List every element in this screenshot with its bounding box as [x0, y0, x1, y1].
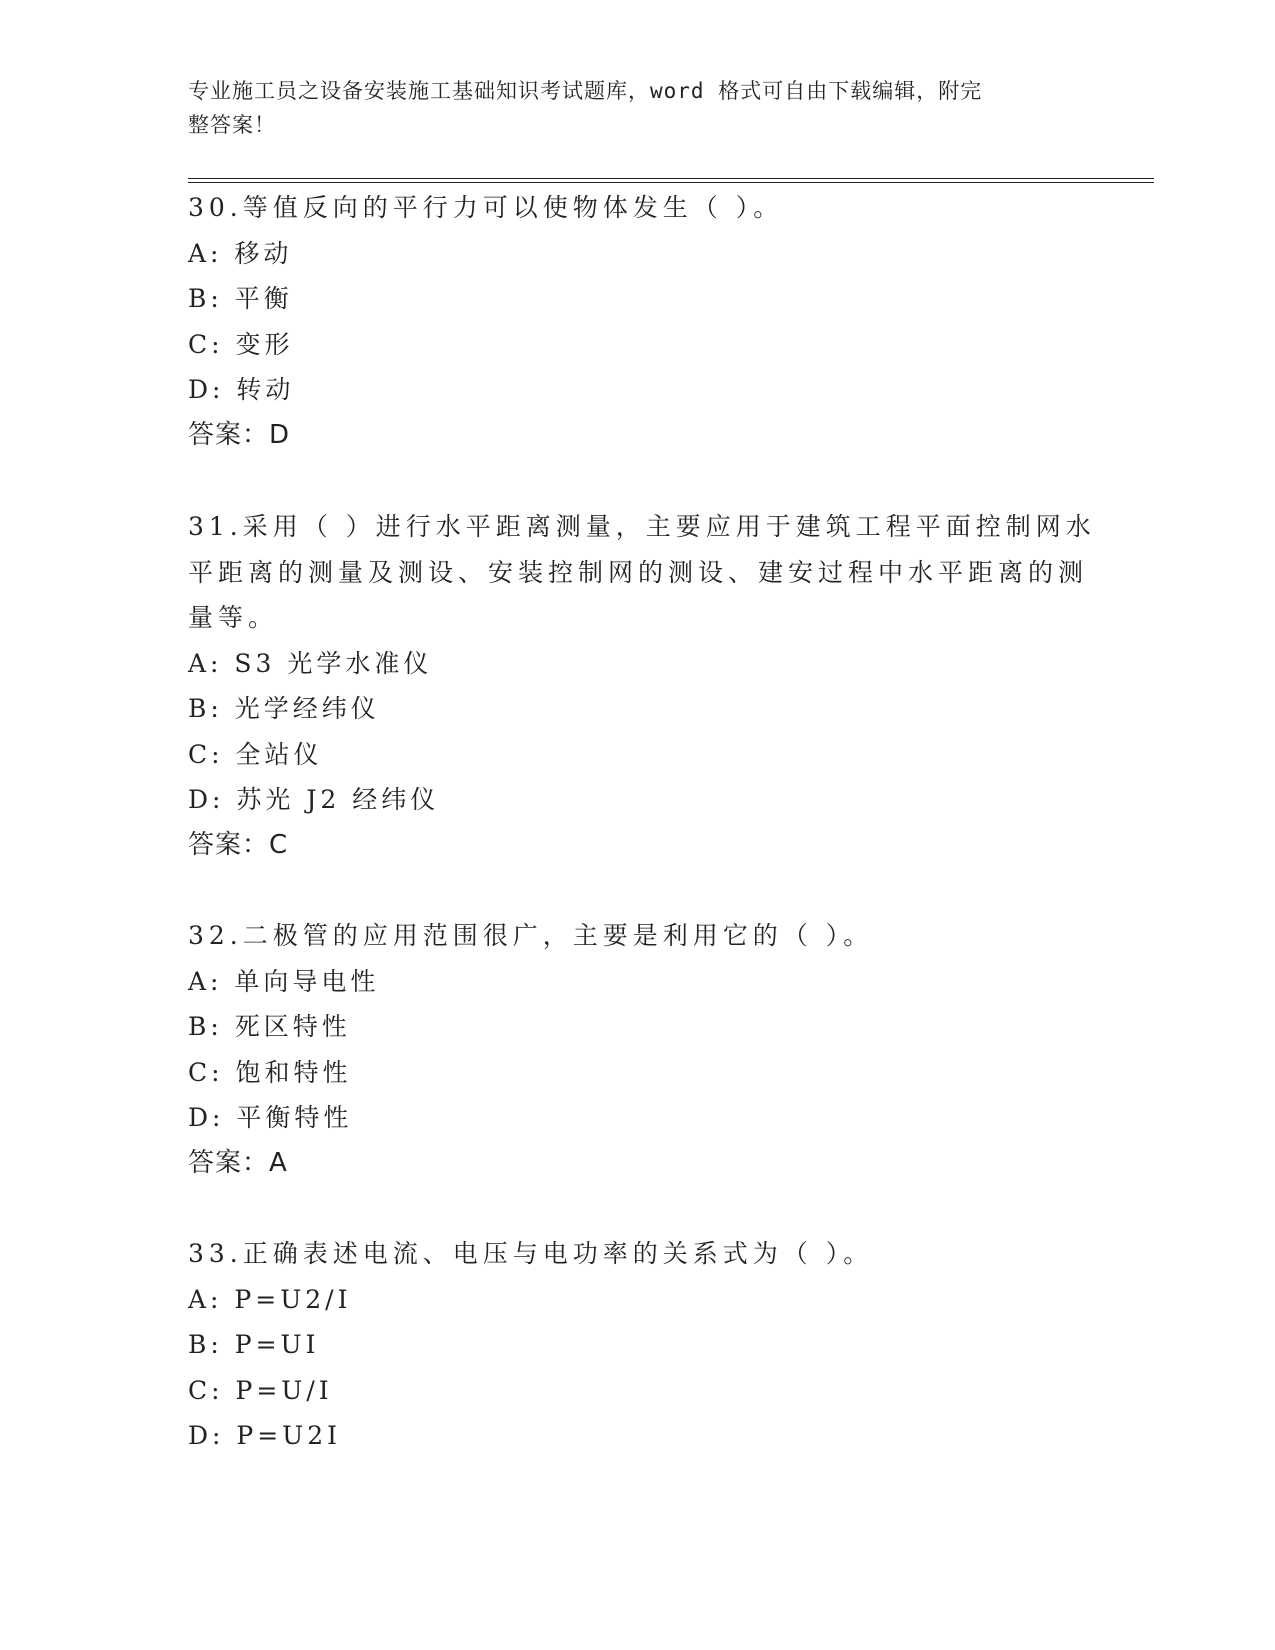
option-c: C: 饱和特性 [188, 1057, 352, 1087]
question-stem: 30.等值反向的平行力可以使物体发生（ ）。 [188, 193, 784, 222]
option-b: B: 光学经纬仪 [188, 694, 380, 723]
question-stem-line-1: 31.采用（ ）进行水平距离测量，主要应用于建筑工程平面控制网水 [188, 512, 1096, 541]
header-line-1: 专业施工员之设备安装施工基础知识考试题库，word 格式可自由下载编辑，附完 [188, 79, 983, 103]
question-30 [188, 185, 1068, 458]
option-c: C: 全站仪 [188, 739, 323, 769]
answer: 答案：A [188, 1147, 288, 1178]
answer: 答案：D [188, 419, 291, 450]
option-a: A: 移动 [188, 238, 293, 268]
option-b: B: 平衡 [188, 284, 293, 313]
option-d: D: 平衡特性 [188, 1103, 353, 1132]
option-d: D: P=U2I [188, 1421, 342, 1450]
question-31 [188, 504, 1096, 868]
answer: 答案：C [188, 829, 289, 860]
question-stem-line-2: 平距离的测量及测设、安装控制网的测设、建安过程中水平距离的测 [188, 557, 1089, 587]
question-32 [188, 913, 1068, 1186]
option-a: A: 单向导电性 [188, 966, 380, 996]
option-b: B: P=UI [188, 1330, 320, 1359]
option-b: B: 死区特性 [188, 1012, 351, 1041]
question-stem-line-3: 量等。 [188, 603, 279, 632]
header-divider-second [188, 182, 1154, 183]
option-d: D: 苏光 J2 经纬仪 [188, 785, 440, 814]
question-stem: 32.二极管的应用范围很广，主要是利用它的（ ）。 [188, 921, 874, 950]
document-header [188, 74, 1068, 142]
option-a: A: P=U2/I [188, 1284, 352, 1314]
option-c: C: 变形 [188, 329, 294, 359]
option-c: C: P=U/I [188, 1375, 333, 1405]
header-divider [188, 178, 1154, 179]
header-line-2: 整答案！ [188, 113, 276, 137]
question-stem: 33.正确表述电流、电压与电功率的关系式为（ ）。 [188, 1239, 874, 1268]
option-a: A: S3 光学水准仪 [188, 648, 433, 678]
option-d: D: 转动 [188, 375, 295, 404]
question-33 [188, 1231, 1068, 1459]
